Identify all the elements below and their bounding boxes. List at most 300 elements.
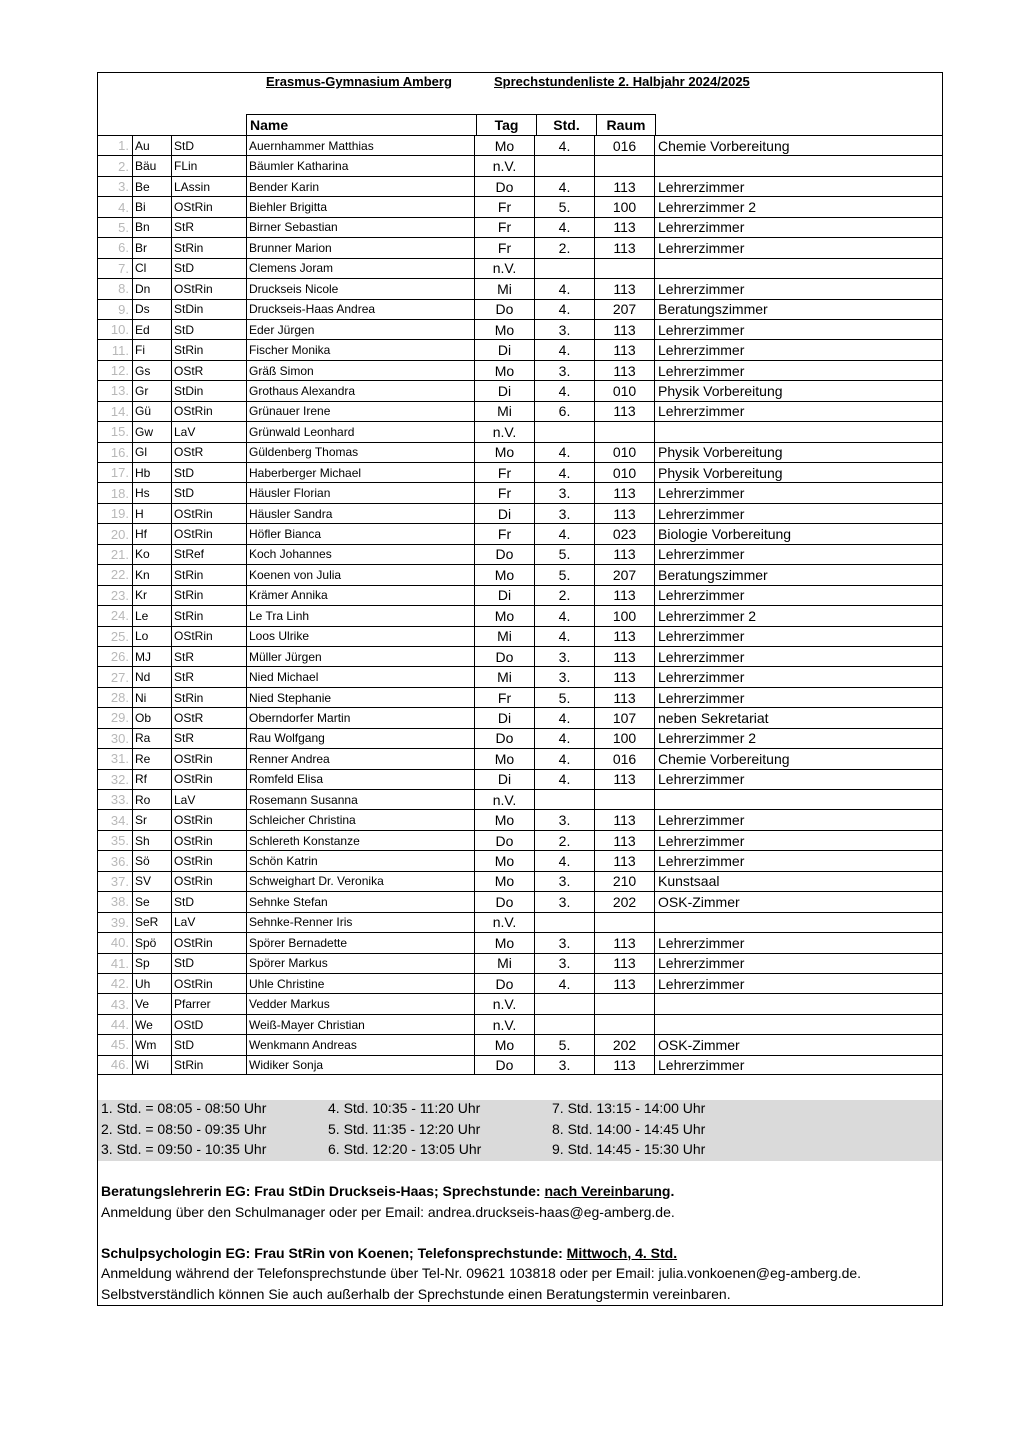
- consult-period: [534, 422, 594, 441]
- room-number: 023: [594, 524, 654, 543]
- teacher-abbreviation: Be: [132, 177, 171, 196]
- teacher-rank: StRin: [171, 586, 246, 605]
- consult-day: Fr: [474, 524, 534, 543]
- room-number: [594, 1015, 654, 1034]
- consult-day: Do: [474, 729, 534, 748]
- table-row: [98, 544, 942, 564]
- teacher-name: Koenen von Julia: [246, 565, 474, 584]
- teacher-name: Nied Michael: [246, 667, 474, 686]
- consult-day: n.V.: [474, 422, 534, 441]
- teacher-rank: StDin: [171, 300, 246, 319]
- room-number: 113: [594, 831, 654, 850]
- room-name: Lehrerzimmer: [654, 933, 942, 952]
- teacher-name: Druckseis-Haas Andrea: [246, 300, 474, 319]
- room-number: 113: [594, 545, 654, 564]
- table-row: [98, 176, 942, 196]
- period-time: 7. Std. 13:15 - 14:00 Uhr: [552, 1100, 706, 1116]
- consult-day: n.V.: [474, 259, 534, 278]
- consult-day: Di: [474, 340, 534, 359]
- consult-day: Mo: [474, 851, 534, 870]
- teacher-abbreviation: Le: [132, 606, 171, 625]
- room-number: 113: [594, 770, 654, 789]
- teacher-name: Clemens Joram: [246, 259, 474, 278]
- consult-day: Do: [474, 545, 534, 564]
- row-number: 26.: [110, 649, 129, 665]
- table-row: [98, 789, 942, 809]
- consult-period: 4.: [534, 606, 594, 625]
- row-number: 7.: [118, 260, 129, 276]
- row-number: 32.: [110, 771, 129, 787]
- consult-period: [534, 790, 594, 809]
- teacher-abbreviation: Gw: [132, 422, 171, 441]
- consult-day: Mi: [474, 402, 534, 421]
- table-row: [98, 339, 942, 359]
- table-row: [98, 769, 942, 789]
- teacher-name: Rau Wolfgang: [246, 729, 474, 748]
- teacher-abbreviation: Rf: [132, 770, 171, 789]
- teacher-rank: StD: [171, 483, 246, 502]
- consult-period: 4.: [534, 381, 594, 400]
- room-name: [654, 1015, 942, 1034]
- period-time: 3. Std. = 09:50 - 10:35 Uhr: [101, 1141, 267, 1157]
- consult-period: 4.: [534, 279, 594, 298]
- teacher-name: Romfeld Elisa: [246, 770, 474, 789]
- row-number: 25.: [110, 628, 129, 644]
- consult-day: n.V.: [474, 994, 534, 1013]
- consult-day: n.V.: [474, 790, 534, 809]
- consult-day: Mo: [474, 872, 534, 891]
- row-number: 45.: [110, 1037, 129, 1053]
- row-number: 8.: [118, 281, 129, 297]
- consult-day: Fr: [474, 463, 534, 482]
- teacher-name: Grünauer Irene: [246, 402, 474, 421]
- room-number: 113: [594, 974, 654, 993]
- consult-day: Fr: [474, 483, 534, 502]
- consult-period: 3.: [534, 933, 594, 952]
- teacher-rank: StRin: [171, 340, 246, 359]
- period-time: 6. Std. 12:20 - 13:05 Uhr: [328, 1141, 482, 1157]
- consult-day: Mi: [474, 667, 534, 686]
- consult-day: Mo: [474, 320, 534, 339]
- room-name: Lehrerzimmer: [654, 340, 942, 359]
- psych-heading: Schulpsychologin EG: Frau StRin von Koenen; Telefonsprechstunde:: [101, 1244, 567, 1261]
- teacher-rank: OStD: [171, 1015, 246, 1034]
- room-name: Lehrerzimmer: [654, 402, 942, 421]
- room-number: 010: [594, 443, 654, 462]
- consult-day: Mo: [474, 565, 534, 584]
- consult-period: 4.: [534, 627, 594, 646]
- row-number: 39.: [110, 914, 129, 930]
- room-number: 113: [594, 238, 654, 257]
- room-name: Biologie Vorbereitung: [654, 524, 942, 543]
- room-number: [594, 422, 654, 441]
- table-row: [98, 564, 942, 584]
- consult-day: Mo: [474, 1035, 534, 1054]
- table-row: [98, 932, 942, 952]
- teacher-abbreviation: Uh: [132, 974, 171, 993]
- teacher-name: Schweighart Dr. Veronika: [246, 872, 474, 891]
- row-number: 27.: [110, 669, 129, 685]
- room-number: 113: [594, 1056, 654, 1074]
- consult-period: 4.: [534, 974, 594, 993]
- teacher-abbreviation: Ed: [132, 320, 171, 339]
- teacher-rank: OStRin: [171, 810, 246, 829]
- teacher-name: Häusler Florian: [246, 483, 474, 502]
- consult-day: Di: [474, 586, 534, 605]
- room-name: Lehrerzimmer: [654, 647, 942, 666]
- table-row: [98, 626, 942, 646]
- room-name: Chemie Vorbereitung: [654, 136, 942, 155]
- teacher-abbreviation: Bäu: [132, 156, 171, 175]
- spacer: [101, 1222, 861, 1243]
- consult-period: 4.: [534, 300, 594, 319]
- consult-day: Mo: [474, 136, 534, 155]
- teacher-name: Vedder Markus: [246, 994, 474, 1013]
- column-header-name: Name: [246, 114, 476, 135]
- teacher-abbreviation: Ko: [132, 545, 171, 564]
- teacher-rank: OStRin: [171, 749, 246, 768]
- teacher-name: Gräß Simon: [246, 361, 474, 380]
- room-name: Lehrerzimmer: [654, 667, 942, 686]
- teacher-name: Haberberger Michael: [246, 463, 474, 482]
- room-number: 113: [594, 586, 654, 605]
- consult-day: Fr: [474, 197, 534, 216]
- teacher-name: Brunner Marion: [246, 238, 474, 257]
- room-name: Lehrerzimmer: [654, 238, 942, 257]
- period-times: [98, 1100, 942, 1161]
- room-name: [654, 994, 942, 1013]
- row-number: 34.: [110, 812, 129, 828]
- table-row: [98, 135, 942, 155]
- room-number: 202: [594, 892, 654, 911]
- room-number: 113: [594, 177, 654, 196]
- teacher-rank: StD: [171, 136, 246, 155]
- period-time: 5. Std. 11:35 - 12:20 Uhr: [328, 1120, 481, 1137]
- teacher-rank: OStRin: [171, 933, 246, 952]
- room-number: 010: [594, 381, 654, 400]
- consult-day: Do: [474, 300, 534, 319]
- consult-period: 2.: [534, 586, 594, 605]
- teacher-name: Biehler Brigitta: [246, 197, 474, 216]
- notes: [101, 1181, 861, 1304]
- table-row: [98, 421, 942, 441]
- room-number: 113: [594, 504, 654, 523]
- teacher-rank: OStRin: [171, 524, 246, 543]
- row-number: 13.: [110, 383, 129, 399]
- teacher-rank: FLin: [171, 156, 246, 175]
- teacher-rank: OStRin: [171, 504, 246, 523]
- row-number: 3.: [118, 179, 129, 195]
- row-number: 31.: [110, 751, 129, 767]
- teacher-name: Uhle Christine: [246, 974, 474, 993]
- room-name: Lehrerzimmer: [654, 810, 942, 829]
- teacher-rank: StR: [171, 729, 246, 748]
- row-number: 35.: [110, 833, 129, 849]
- teacher-rank: StRin: [171, 688, 246, 707]
- row-number: 2.: [118, 158, 129, 174]
- room-number: 113: [594, 402, 654, 421]
- table-row: [98, 728, 942, 748]
- consult-day: Di: [474, 381, 534, 400]
- teacher-rank: StD: [171, 259, 246, 278]
- consult-period: 4.: [534, 749, 594, 768]
- teacher-abbreviation: Ra: [132, 729, 171, 748]
- period-time: 9. Std. 14:45 - 15:30 Uhr: [552, 1141, 706, 1157]
- room-number: 113: [594, 361, 654, 380]
- room-name: OSK-Zimmer: [654, 892, 942, 911]
- room-number: 107: [594, 708, 654, 727]
- teacher-abbreviation: Wi: [132, 1056, 171, 1074]
- table-row: [98, 401, 942, 421]
- consult-period: [534, 259, 594, 278]
- teacher-abbreviation: H: [132, 504, 171, 523]
- table-row: [98, 973, 942, 993]
- room-name: Lehrerzimmer: [654, 974, 942, 993]
- psych-line-1: [101, 1243, 861, 1264]
- table-row: [98, 237, 942, 257]
- consult-day: Di: [474, 770, 534, 789]
- teacher-name: Spörer Markus: [246, 954, 474, 973]
- list-title: Sprechstundenliste 2. Halbjahr 2024/2025: [494, 74, 750, 89]
- teacher-abbreviation: Ve: [132, 994, 171, 1013]
- teacher-abbreviation: Hf: [132, 524, 171, 543]
- table-row: [98, 1014, 942, 1034]
- consult-period: 3.: [534, 1056, 594, 1074]
- room-name: Lehrerzimmer: [654, 361, 942, 380]
- teacher-abbreviation: Ds: [132, 300, 171, 319]
- teacher-rank: StD: [171, 320, 246, 339]
- room-name: Beratungszimmer: [654, 300, 942, 319]
- teacher-abbreviation: Wm: [132, 1035, 171, 1054]
- table-row: [98, 523, 942, 543]
- psych-time: Mittwoch, 4. Std.: [566, 1244, 678, 1261]
- teacher-abbreviation: Nd: [132, 667, 171, 686]
- row-number: 37.: [110, 873, 129, 889]
- consult-period: 3.: [534, 954, 594, 973]
- consult-period: 3.: [534, 647, 594, 666]
- consult-period: 4.: [534, 524, 594, 543]
- teacher-abbreviation: We: [132, 1015, 171, 1034]
- room-number: 113: [594, 810, 654, 829]
- room-name: Lehrerzimmer: [654, 770, 942, 789]
- teacher-name: Auernhammer Matthias: [246, 136, 474, 155]
- consult-day: Do: [474, 177, 534, 196]
- room-number: 113: [594, 954, 654, 973]
- consult-period: 4.: [534, 177, 594, 196]
- room-name: Lehrerzimmer: [654, 1056, 942, 1074]
- teacher-name: Grünwald Leonhard: [246, 422, 474, 441]
- consult-day: Mo: [474, 749, 534, 768]
- room-name: Physik Vorbereitung: [654, 463, 942, 482]
- room-number: 207: [594, 565, 654, 584]
- table-row: [98, 646, 942, 666]
- room-name: Beratungszimmer: [654, 565, 942, 584]
- room-number: 207: [594, 300, 654, 319]
- row-number: 36.: [110, 853, 129, 869]
- teacher-rank: StRef: [171, 545, 246, 564]
- teacher-rank: LaV: [171, 422, 246, 441]
- consult-day: Mo: [474, 606, 534, 625]
- row-number: 40.: [110, 935, 129, 951]
- table-row: [98, 442, 942, 462]
- room-name: Lehrerzimmer: [654, 954, 942, 973]
- consult-period: 5.: [534, 688, 594, 707]
- table-row: [98, 748, 942, 768]
- teacher-abbreviation: Bi: [132, 197, 171, 216]
- consult-day: Mo: [474, 810, 534, 829]
- room-name: Lehrerzimmer: [654, 688, 942, 707]
- consult-period: 2.: [534, 238, 594, 257]
- teacher-name: Sehnke Stefan: [246, 892, 474, 911]
- teacher-name: Wenkmann Andreas: [246, 1035, 474, 1054]
- consult-day: Do: [474, 892, 534, 911]
- consult-period: 6.: [534, 402, 594, 421]
- consult-period: 3.: [534, 892, 594, 911]
- teacher-name: Krämer Annika: [246, 586, 474, 605]
- consult-day: Do: [474, 647, 534, 666]
- teacher-abbreviation: Bn: [132, 218, 171, 237]
- teacher-abbreviation: Sö: [132, 851, 171, 870]
- room-name: [654, 259, 942, 278]
- teacher-abbreviation: Fi: [132, 340, 171, 359]
- teacher-rank: StRin: [171, 565, 246, 584]
- consult-period: 4.: [534, 340, 594, 359]
- row-number: 30.: [110, 730, 129, 746]
- teacher-name: Weiß-Mayer Christian: [246, 1015, 474, 1034]
- teacher-name: Widiker Sonja: [246, 1056, 474, 1074]
- table-row: [98, 299, 942, 319]
- row-number: 44.: [110, 1017, 129, 1033]
- room-name: [654, 422, 942, 441]
- teacher-name: Druckseis Nicole: [246, 279, 474, 298]
- row-number: 22.: [110, 567, 129, 583]
- teacher-rank: OStRin: [171, 770, 246, 789]
- room-name: [654, 913, 942, 932]
- teacher-rank: LaV: [171, 913, 246, 932]
- room-name: Lehrerzimmer 2: [654, 606, 942, 625]
- room-number: 113: [594, 218, 654, 237]
- teacher-name: Müller Jürgen: [246, 647, 474, 666]
- teacher-abbreviation: Re: [132, 749, 171, 768]
- teacher-rank: StDin: [171, 381, 246, 400]
- row-number: 4.: [118, 199, 129, 215]
- column-header-raum: Raum: [596, 114, 656, 135]
- consult-day: Do: [474, 974, 534, 993]
- teacher-abbreviation: Ob: [132, 708, 171, 727]
- room-name: Lehrerzimmer: [654, 627, 942, 646]
- teacher-rank: StRin: [171, 1056, 246, 1074]
- row-number: 9.: [118, 301, 129, 317]
- consult-day: n.V.: [474, 913, 534, 932]
- row-number: 28.: [110, 690, 129, 706]
- teacher-rank: StD: [171, 954, 246, 973]
- room-number: 210: [594, 872, 654, 891]
- teacher-rank: OStRin: [171, 279, 246, 298]
- period-time: 1. Std. = 08:05 - 08:50 Uhr: [101, 1100, 267, 1116]
- psych-line-3: Selbstverständlich können Sie auch außerhalb der Sprechstunde einen Beratungstermin vereinbaren.: [101, 1285, 731, 1302]
- room-name: Lehrerzimmer: [654, 504, 942, 523]
- consult-day: n.V.: [474, 156, 534, 175]
- consult-day: Mi: [474, 279, 534, 298]
- consult-period: [534, 994, 594, 1013]
- table-row: [98, 217, 942, 237]
- beratung-line-1: [101, 1181, 861, 1202]
- table-row: [98, 1034, 942, 1054]
- room-number: [594, 994, 654, 1013]
- teacher-abbreviation: Sr: [132, 810, 171, 829]
- beratung-period: .: [670, 1183, 675, 1199]
- table-row: [98, 360, 942, 380]
- room-name: Lehrerzimmer: [654, 545, 942, 564]
- consult-period: 4.: [534, 729, 594, 748]
- consult-period: 3.: [534, 320, 594, 339]
- consult-period: 4.: [534, 463, 594, 482]
- teacher-abbreviation: Kr: [132, 586, 171, 605]
- row-number: 42.: [110, 976, 129, 992]
- consult-day: Mo: [474, 361, 534, 380]
- table-row: [98, 912, 942, 932]
- room-number: 113: [594, 279, 654, 298]
- room-name: neben Sekretariat: [654, 708, 942, 727]
- consult-day: Di: [474, 504, 534, 523]
- table-row: [98, 278, 942, 298]
- row-number: 6.: [118, 240, 129, 256]
- teacher-abbreviation: Ni: [132, 688, 171, 707]
- teacher-rank: StRin: [171, 238, 246, 257]
- consult-period: 3.: [534, 504, 594, 523]
- room-number: 113: [594, 340, 654, 359]
- consult-day: Fr: [474, 218, 534, 237]
- room-number: 113: [594, 688, 654, 707]
- consult-period: 5.: [534, 545, 594, 564]
- row-number: 12.: [110, 363, 129, 379]
- teacher-abbreviation: Lo: [132, 627, 171, 646]
- teacher-abbreviation: Br: [132, 238, 171, 257]
- room-number: [594, 259, 654, 278]
- consult-period: 3.: [534, 810, 594, 829]
- table-row: [98, 830, 942, 850]
- teacher-rank: OStRin: [171, 197, 246, 216]
- row-number: 14.: [110, 403, 129, 419]
- teacher-name: Oberndorfer Martin: [246, 708, 474, 727]
- row-number: 10.: [110, 322, 129, 338]
- teacher-abbreviation: Ro: [132, 790, 171, 809]
- table-row: [98, 482, 942, 502]
- row-number: 38.: [110, 894, 129, 910]
- teacher-abbreviation: Gü: [132, 402, 171, 421]
- room-number: 100: [594, 197, 654, 216]
- room-name: Lehrerzimmer: [654, 279, 942, 298]
- teacher-abbreviation: Cl: [132, 259, 171, 278]
- room-name: Lehrerzimmer: [654, 177, 942, 196]
- consult-period: 4.: [534, 708, 594, 727]
- psych-line-2: Anmeldung während der Telefonsprechstunde über Tel-Nr. 09621 103818 oder per Email: julia.vonkoenen@eg-amberg.de.: [101, 1265, 862, 1281]
- row-number: 29.: [110, 710, 129, 726]
- room-number: 016: [594, 749, 654, 768]
- teacher-rank: OStR: [171, 361, 246, 380]
- row-number: 17.: [110, 465, 129, 481]
- consult-period: 3.: [534, 872, 594, 891]
- consult-day: Di: [474, 708, 534, 727]
- room-name: Lehrerzimmer: [654, 218, 942, 237]
- consult-period: 4.: [534, 851, 594, 870]
- table-row: [98, 503, 942, 523]
- room-number: [594, 790, 654, 809]
- teacher-rank: StRin: [171, 606, 246, 625]
- teacher-abbreviation: Sh: [132, 831, 171, 850]
- room-name: Physik Vorbereitung: [654, 443, 942, 462]
- table-row: [98, 871, 942, 891]
